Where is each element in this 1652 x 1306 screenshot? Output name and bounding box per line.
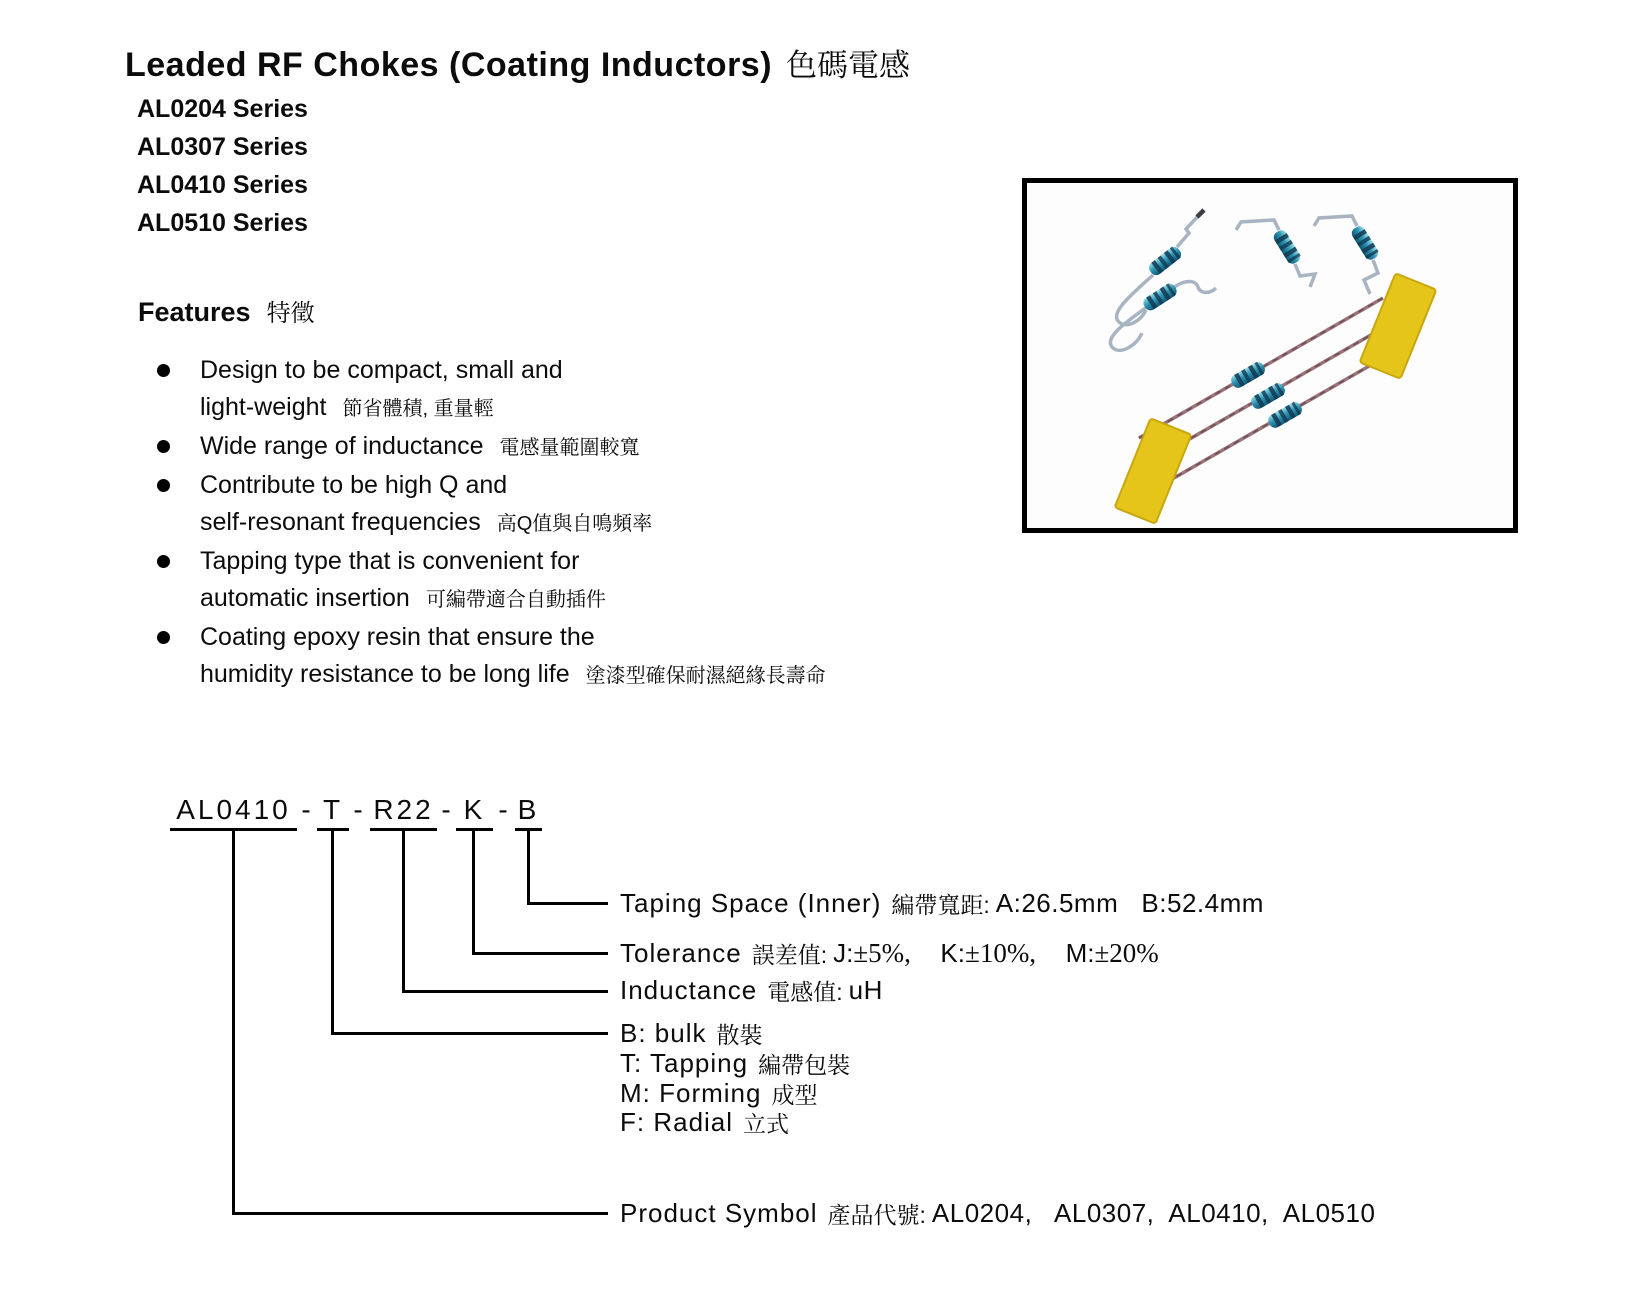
inductors-photo xyxy=(1027,183,1513,528)
bullet-text: Coating epoxy resin that ensure the xyxy=(200,623,595,651)
diagram-row-packing-forming xyxy=(620,1078,823,1108)
packing-option-b-zh: 散裝 xyxy=(716,1021,763,1048)
product-symbol-values: AL0204, AL0307, AL0410, AL0510 xyxy=(931,1197,1376,1228)
bullet-text: Wide range of inductance xyxy=(200,432,484,460)
diagram-row-taping-space xyxy=(620,888,1264,918)
page-title-zh: 色碼電感 xyxy=(786,48,911,83)
diagram-row-packing-bulk xyxy=(620,1018,769,1048)
bullet-icon xyxy=(157,555,170,568)
part-segment-packing: T xyxy=(317,792,349,831)
diagram-row-packing-tapping xyxy=(620,1048,856,1078)
bullet-text-zh: 塗漆型確保耐濕絕緣長壽命 xyxy=(585,665,826,687)
page-title xyxy=(125,40,910,85)
tolerance-label: Tolerance xyxy=(620,937,742,968)
connector-line-product xyxy=(232,831,235,1215)
bullet-icon xyxy=(157,364,170,377)
connector-line-product xyxy=(232,1212,608,1215)
connector-line-tolerance xyxy=(472,952,608,955)
packing-option-m: M: Forming xyxy=(620,1077,762,1108)
tolerance-label-zh: 誤差值: xyxy=(751,941,828,968)
bullet-text-zh: 節省體積, 重量輕 xyxy=(342,398,494,420)
tolerance-code-j: J: xyxy=(833,937,854,968)
part-number-dash: - xyxy=(441,794,451,825)
connector-line-inductance xyxy=(402,990,608,993)
feature-bullet xyxy=(155,543,945,619)
feature-bullet xyxy=(155,428,945,467)
bullet-icon xyxy=(157,631,170,644)
tolerance-code-k: K: xyxy=(940,937,965,968)
series-item-al0204: AL0204 Series xyxy=(137,95,308,123)
bullet-text: Design to be compact, small and xyxy=(200,356,563,384)
features-list xyxy=(155,352,945,695)
diagram-row-tolerance xyxy=(620,938,1175,968)
taping-space-label: Taping Space (Inner) xyxy=(620,887,882,918)
taping-space-label-zh: 編帶寬距: xyxy=(891,891,990,918)
diagram-row-packing-radial xyxy=(620,1107,795,1137)
connector-line-taping xyxy=(527,902,608,905)
inductance-label: Inductance xyxy=(620,974,758,1005)
packing-option-m-zh: 成型 xyxy=(771,1081,818,1108)
product-symbol-label-zh: 產品代號: xyxy=(827,1201,926,1228)
bullet-text: humidity resistance to be long life xyxy=(200,660,570,688)
diagram-row-inductance xyxy=(620,975,883,1005)
series-item-al0307: AL0307 Series xyxy=(137,133,308,161)
inductance-unit: uH xyxy=(848,974,883,1005)
packing-option-t-zh: 編帶包裝 xyxy=(758,1051,851,1078)
packing-option-t: T: Tapping xyxy=(620,1047,749,1078)
connector-line-packing xyxy=(331,831,334,1035)
bullet-icon xyxy=(157,479,170,492)
tolerance-code-m: M: xyxy=(1065,937,1095,968)
bullet-text-zh: 可編帶適合自動插件 xyxy=(425,589,606,611)
tolerance-value-k: ±10%, xyxy=(965,937,1050,968)
connector-line-tolerance xyxy=(472,831,475,955)
connector-line-taping xyxy=(527,831,530,905)
bullet-text: light-weight xyxy=(200,393,327,421)
bullet-text: Contribute to be high Q and xyxy=(200,471,508,499)
feature-bullet xyxy=(155,619,945,695)
part-number-dash: - xyxy=(498,794,508,825)
part-number-dash: - xyxy=(301,794,311,825)
bullet-text: self-resonant frequencies xyxy=(200,508,481,536)
part-segment-inductance: R22 xyxy=(370,792,437,831)
feature-bullet xyxy=(155,352,945,428)
bullet-text: automatic insertion xyxy=(200,584,410,612)
bullet-text-zh: 高Q值與自鳴頻率 xyxy=(496,513,653,535)
taping-space-values: A:26.5mm B:52.4mm xyxy=(995,887,1264,918)
connector-line-inductance xyxy=(402,831,405,993)
series-list xyxy=(137,90,308,242)
page-title-en: Leaded RF Chokes (Coating Inductors) xyxy=(125,46,773,84)
features-heading-en: Features xyxy=(138,297,251,327)
packing-option-f-zh: 立式 xyxy=(743,1110,790,1137)
series-item-al0410: AL0410 Series xyxy=(137,171,308,199)
product-symbol-label: Product Symbol xyxy=(620,1197,818,1228)
diagram-row-product-symbol xyxy=(620,1198,1375,1228)
connector-line-packing xyxy=(331,1032,608,1035)
features-heading-zh: 特徵 xyxy=(266,300,315,327)
part-number-dash: - xyxy=(353,794,363,825)
series-item-al0510: AL0510 Series xyxy=(137,209,308,237)
tolerance-value-j: ±5%, xyxy=(853,937,925,968)
inductance-label-zh: 電感值: xyxy=(767,978,843,1005)
packing-option-f: F: Radial xyxy=(620,1106,734,1137)
part-segment-taping: B xyxy=(515,792,542,831)
part-segment-series: AL0410 xyxy=(170,792,297,831)
bullet-icon xyxy=(157,440,170,453)
feature-bullet xyxy=(155,467,945,543)
features-heading xyxy=(138,293,315,328)
inductors-photo-frame xyxy=(1022,178,1518,533)
bullet-text-zh: 電感量範圍較寬 xyxy=(499,437,640,459)
bullet-text: Tapping type that is convenient for xyxy=(200,547,580,575)
packing-option-b: B: bulk xyxy=(620,1017,707,1048)
part-segment-tolerance: K xyxy=(456,792,493,831)
tolerance-value-m: ±20% xyxy=(1094,937,1159,968)
